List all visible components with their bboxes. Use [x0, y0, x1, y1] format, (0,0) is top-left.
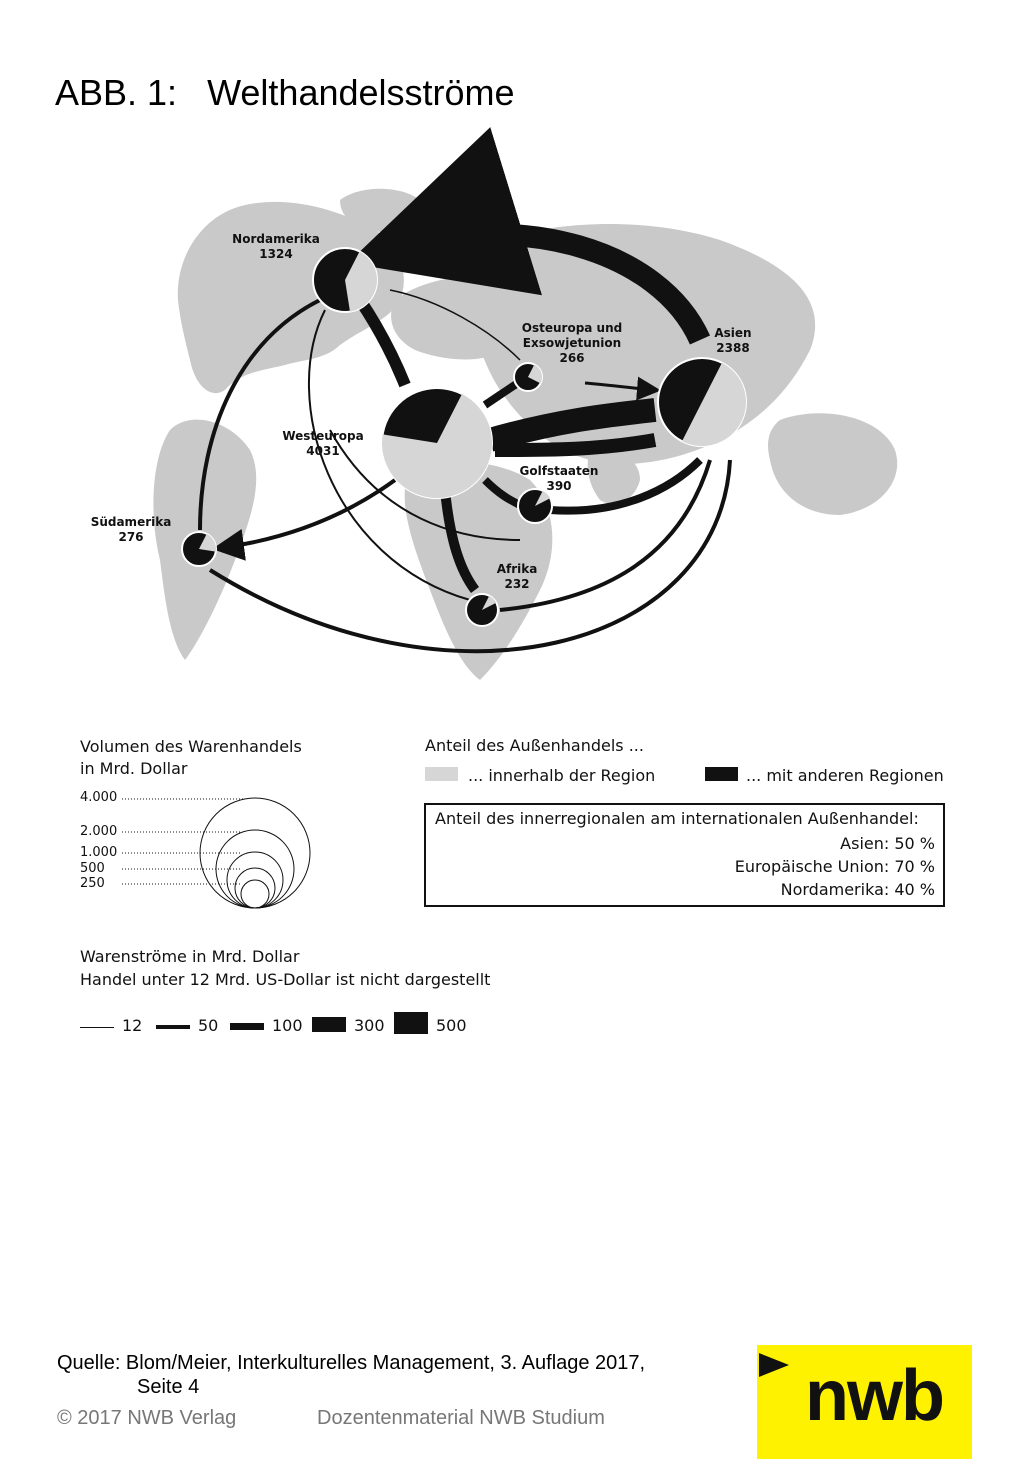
intraregional-share-title: Anteil des innerregionalen am internationalen Außenhandel: [435, 809, 919, 828]
region-label: 232 [504, 577, 530, 591]
copyright: © 2017 NWB Verlag [57, 1407, 237, 1429]
flow-swatch-100 [230, 1023, 264, 1030]
world-trade-map [0, 0, 1024, 720]
share-legend-title: Anteil des Außenhandels ... [425, 736, 644, 755]
australia-shape [768, 413, 897, 515]
source-citation-page: Seite 4 [137, 1376, 200, 1398]
region-label: 4031 [306, 444, 340, 458]
region-label: 266 [559, 351, 585, 365]
flows-legend-title-line-2: Handel unter 12 Mrd. US-Dollar ist nicht dargestellt [80, 970, 491, 989]
other-regions-label: ... mit anderen Regionen [746, 766, 944, 785]
volume-scale-label-250: 250 [80, 876, 105, 891]
flow-label-12: 12 [122, 1016, 143, 1035]
inside-region-label: ... innerhalb der Region [468, 766, 656, 785]
region-pie-1 [382, 388, 492, 498]
logo-text: nwb [805, 1356, 943, 1436]
flows-legend-title [80, 945, 490, 991]
flow-label-100: 100 [272, 1016, 303, 1035]
region-label: 390 [546, 479, 572, 493]
volume-scale-label-1000: 1.000 [80, 845, 118, 860]
flow-label-50: 50 [198, 1016, 219, 1035]
flow-label-300: 300 [354, 1016, 385, 1035]
region-label: Golfstaaten [519, 464, 599, 478]
region-pie-2 [658, 358, 746, 446]
flow-swatch-50 [156, 1025, 190, 1029]
region-label: Südamerika [90, 515, 172, 529]
flow-swatch-300 [312, 1017, 346, 1032]
volume-legend-title [80, 736, 302, 780]
volume-circles [120, 790, 320, 915]
volume-legend-title-line-2: in Mrd. Dollar [80, 759, 188, 778]
volume-scale-label-2000: 2.000 [80, 824, 118, 839]
region-label: Westeuropa [282, 429, 364, 443]
region-label: 2388 [716, 341, 750, 355]
play-arrow-icon [759, 1353, 791, 1379]
flows-legend-title-line-1: Warenströme in Mrd. Dollar [80, 947, 300, 966]
region-label: Afrika [496, 562, 538, 576]
share-row-nordamerika: Nordamerika: 40 % [780, 880, 935, 899]
flow-swatch-500 [394, 1012, 428, 1034]
region-label: Asien [714, 326, 752, 340]
flow-swatch-12 [80, 1027, 114, 1028]
region-pie-4 [518, 489, 552, 523]
region-label: Nordamerika [232, 232, 320, 246]
region-pie-5 [182, 532, 216, 566]
inside-region-swatch [425, 767, 458, 781]
volume-scale-label-500: 500 [80, 861, 105, 876]
volume-legend-title-line-1: Volumen des Warenhandels [80, 737, 302, 756]
nwb-logo [757, 1345, 972, 1459]
flow-label-500: 500 [436, 1016, 467, 1035]
region-label: Exsowjetunion [522, 336, 622, 350]
intraregional-share-box [424, 803, 945, 907]
share-row-asien: Asien: 50 % [840, 834, 935, 853]
material-note: Dozentenmaterial NWB Studium [317, 1407, 605, 1429]
region-label: 1324 [259, 247, 293, 261]
region-label: Osteuropa und [521, 321, 623, 335]
region-label: 276 [118, 530, 144, 544]
volume-scale-label-4000: 4.000 [80, 790, 118, 805]
region-pie-0 [313, 248, 377, 312]
region-pie-6 [466, 594, 498, 626]
share-row-eu: Europäische Union: 70 % [734, 857, 935, 876]
other-regions-swatch [705, 767, 738, 781]
page-title: ABB. 1: Welthandelsströme [55, 72, 515, 113]
region-pie-3 [514, 363, 542, 391]
source-citation: Quelle: Blom/Meier, Interkulturelles Management, 3. Auflage 2017, [57, 1352, 646, 1374]
